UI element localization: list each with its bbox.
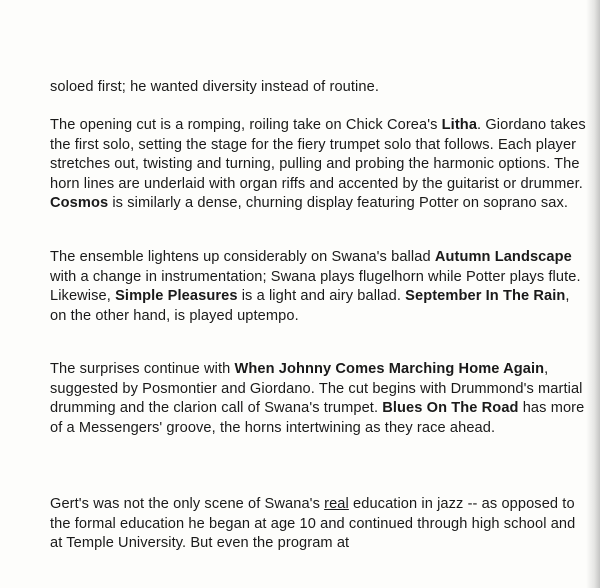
text-segment: , on the other hand, is played uptempo. <box>50 288 570 324</box>
paragraph-education <box>50 495 590 554</box>
page-edge-shadow <box>586 0 600 588</box>
song-title-when-johnny-comes-marching-home-again: When Johnny Comes Marching Home Again <box>234 361 545 377</box>
paragraph-litha <box>50 116 590 214</box>
text-segment: soloed first; he wanted diversity instead of routine. <box>50 79 379 95</box>
song-title-september-in-the-rain: September In The Rain <box>405 288 566 305</box>
text-segment: is similarly a dense, churning display featuring Potter on soprano sax. <box>108 195 569 212</box>
paragraph-surprises <box>50 360 590 438</box>
emphasis-real: real <box>324 496 349 512</box>
song-title-simple-pleasures: Simple Pleasures <box>115 288 238 305</box>
text-segment: . Giordano takes the first solo, setting the stage for the fiery trumpet solo that follows. Each player stretches out, twisting and turning, pulling and probing the harmonic options. The horn lines are underlaid with organ riffs and accented by the guitarist or drummer. <box>50 117 586 192</box>
text-segment: with a change in instrumentation; Swana plays flugelhorn while Potter plays flute. Likewise, <box>50 268 581 305</box>
text-segment: has more of a Messengers' groove, the horns intertwining as they race ahead. <box>50 400 585 436</box>
song-title-cosmos: Cosmos <box>50 195 109 212</box>
song-title-blues-on-the-road: Blues On The Road <box>382 400 519 417</box>
text-segment: education in jazz -- as opposed to the formal education he began at age 10 and continued through high school and at Temple University. But even the program at <box>50 496 576 552</box>
text-segment: Gert's was not the only scene of Swana's <box>50 496 325 512</box>
text-segment: The ensemble lightens up considerably on Swana's ballad <box>50 249 435 265</box>
song-title-autumn-landscape: Autumn Landscape <box>434 249 572 265</box>
paragraph-intro-fragment <box>50 78 590 98</box>
paragraph-ballads <box>50 248 590 326</box>
text-segment: is a light and airy ballad. <box>237 288 406 305</box>
text-segment: The opening cut is a romping, roiling take on Chick Corea's <box>50 117 442 133</box>
text-segment: The surprises continue with <box>50 361 235 377</box>
song-title-litha: Litha <box>441 117 478 133</box>
text-segment: , suggested by Posmontier and Giordano. The cut begins with Drummond's martial drumming and the clarion call of Swana's trumpet. <box>50 361 583 417</box>
